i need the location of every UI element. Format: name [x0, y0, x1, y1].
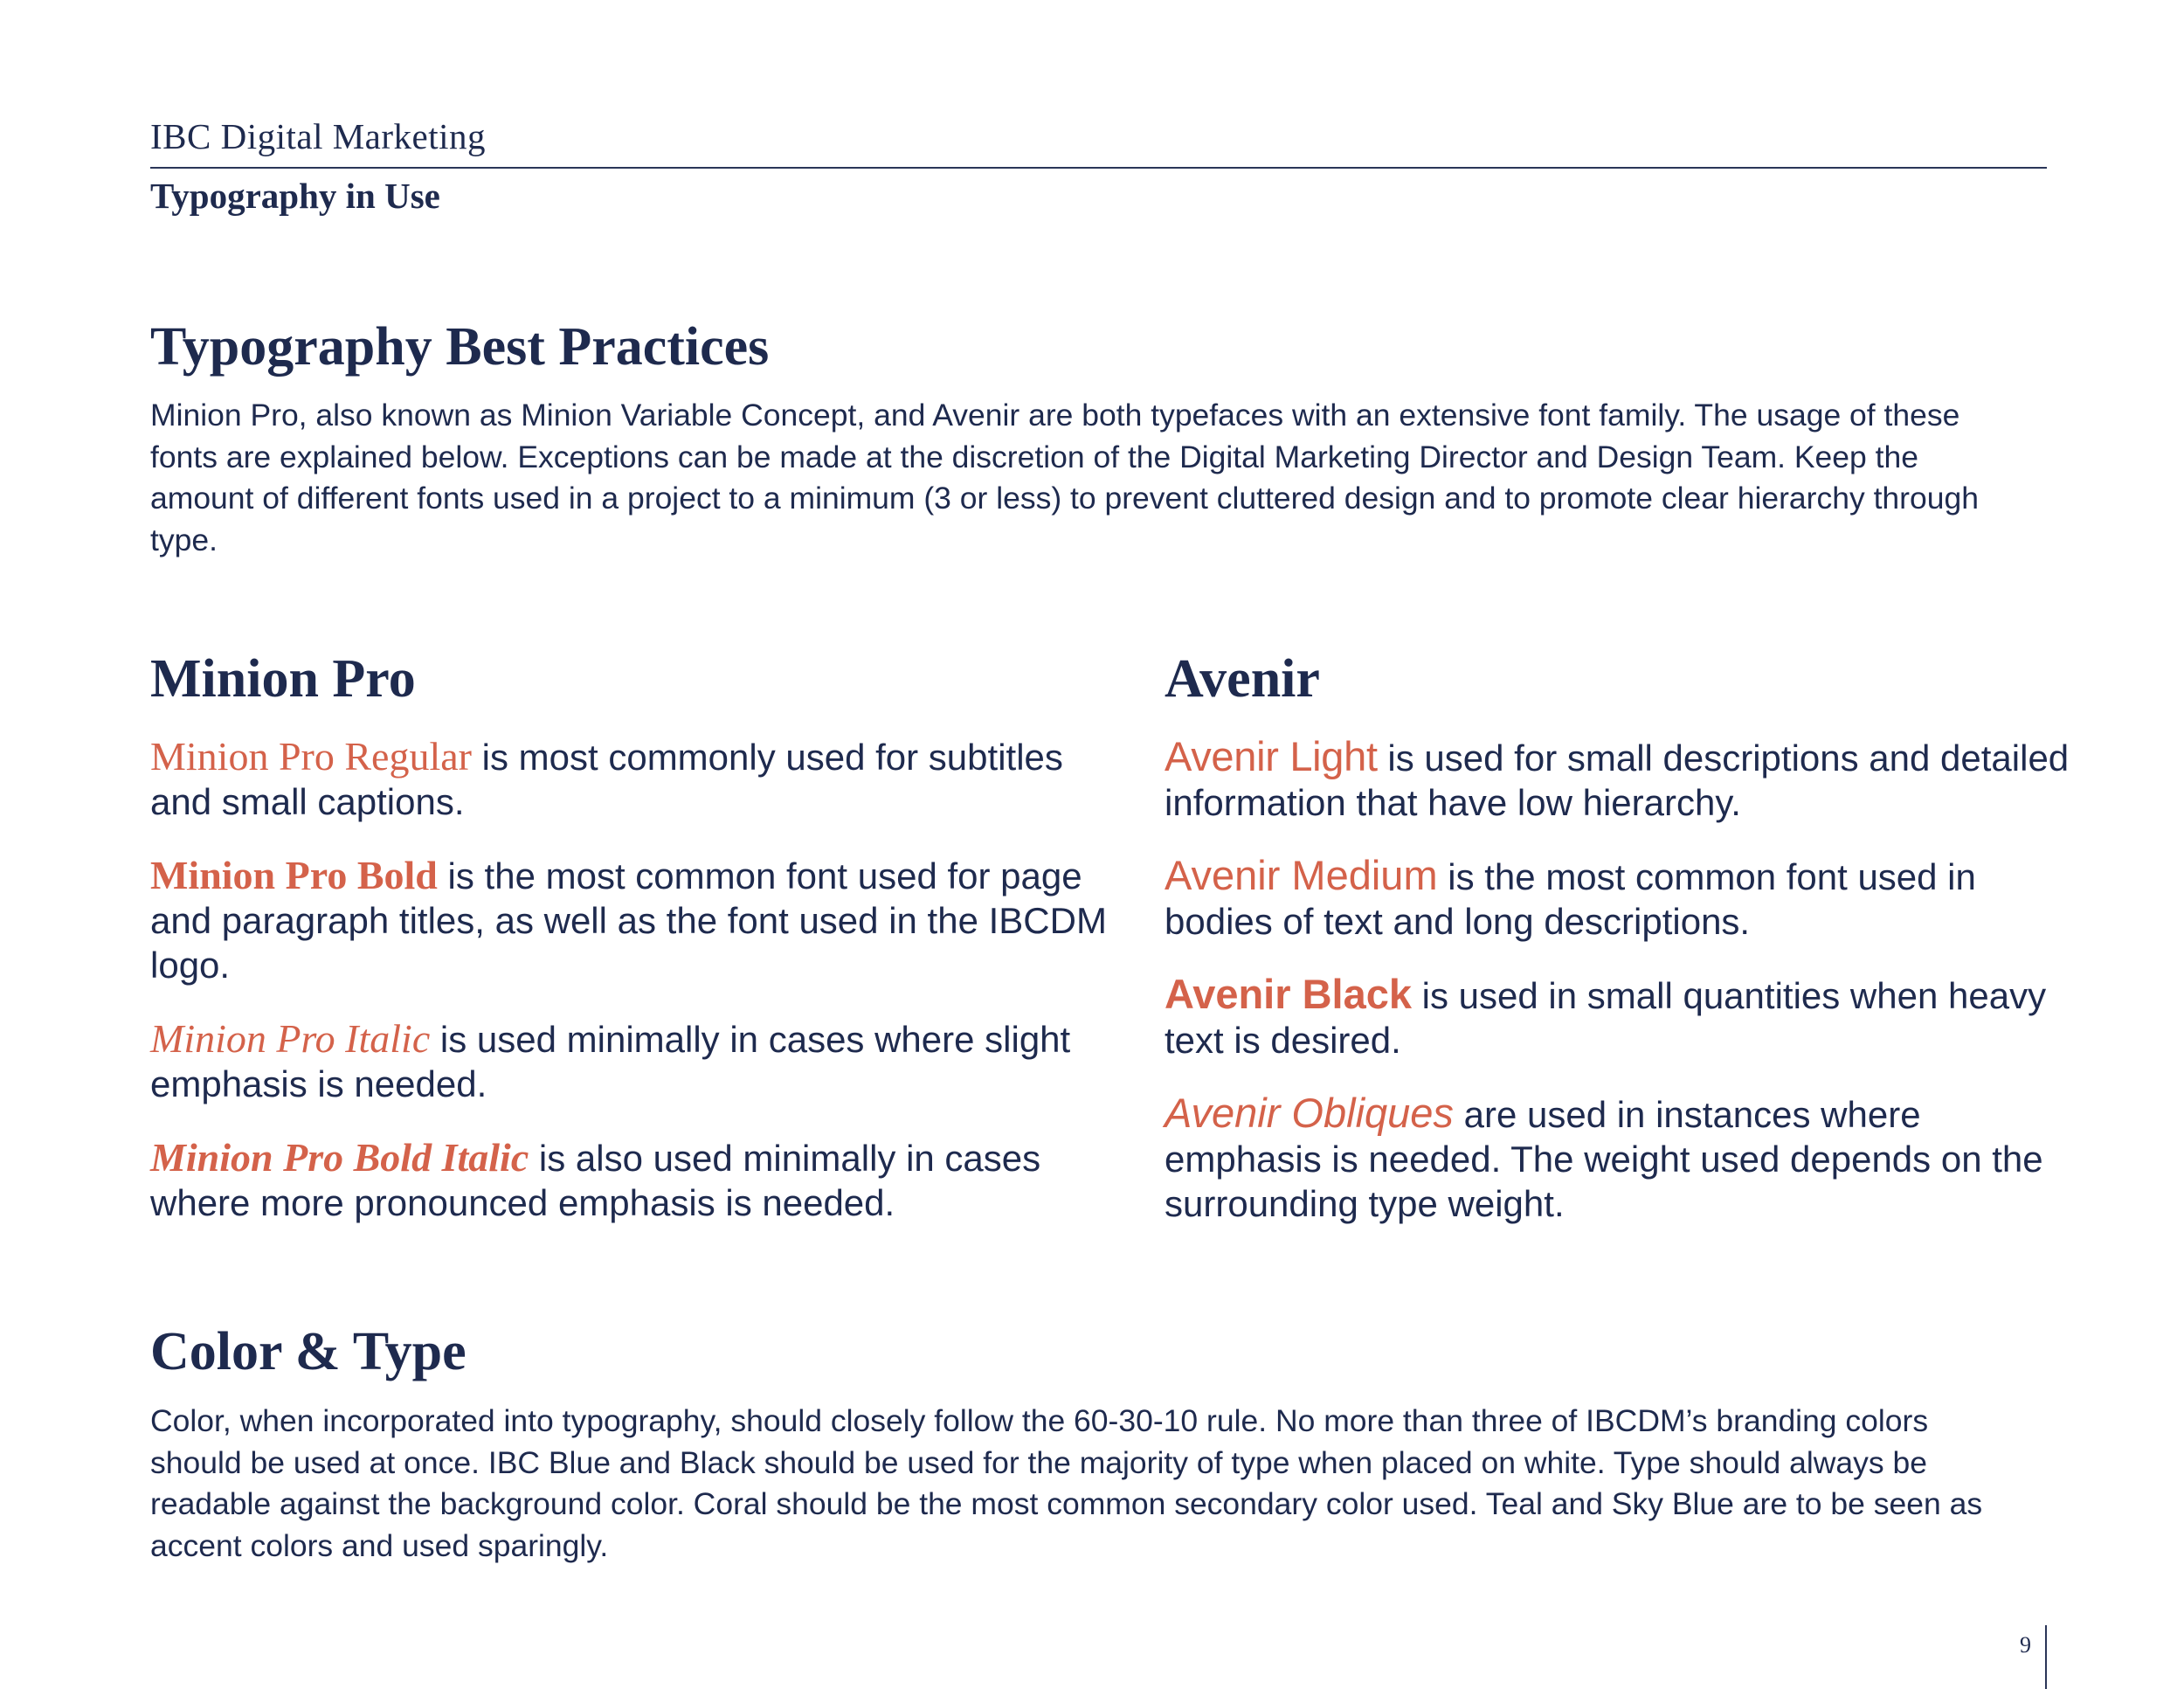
avenir-medium-item	[1165, 853, 2073, 944]
avenir-light-desc: is used for small descriptions and detailed information that have low hierarchy.	[1165, 737, 2070, 823]
minion-italic-name: Minion Pro Italic	[150, 1016, 431, 1061]
header-divider	[150, 167, 2047, 169]
avenir-medium-desc: is the most common font used in bodies of text and long descriptions.	[1165, 856, 1976, 942]
brand-name: IBC Digital Marketing	[150, 116, 487, 156]
avenir-medium-name: Avenir Medium	[1165, 852, 1438, 898]
minion-regular-desc: is most commonly used for subtitles and small captions.	[150, 737, 1063, 822]
avenir-light-item	[1165, 734, 2073, 825]
minion-regular-name: Minion Pro Regular	[150, 734, 472, 779]
color-type-heading: Color & Type	[150, 1322, 467, 1381]
minion-bold-italic-name: Minion Pro Bold Italic	[150, 1135, 529, 1180]
minion-regular-item	[150, 734, 1129, 824]
avenir-light-name: Avenir Light	[1165, 733, 1378, 779]
page-number: 9	[2020, 1632, 2031, 1658]
minion-bold-name: Minion Pro Bold	[150, 853, 438, 897]
section-subtitle: Typography in Use	[150, 176, 440, 216]
minion-italic-item	[150, 1016, 1129, 1106]
minion-bold-item	[150, 853, 1129, 987]
avenir-black-item	[1165, 972, 2073, 1063]
avenir-black-desc: is used in small quantities when heavy text is desired.	[1165, 975, 2047, 1061]
minion-pro-heading: Minion Pro	[150, 649, 416, 709]
avenir-obliques-desc: are used in instances where emphasis is needed. The weight used depends on the surrounding type weight.	[1165, 1094, 2043, 1224]
minion-italic-desc: is used minimally in cases where slight emphasis is needed.	[150, 1019, 1071, 1104]
avenir-heading: Avenir	[1165, 649, 1320, 709]
best-practices-title: Typography Best Practices	[150, 317, 770, 377]
avenir-obliques-item	[1165, 1090, 2073, 1226]
minion-bold-italic-item	[150, 1135, 1129, 1225]
minion-bold-desc: is the most common font used for page and paragraph titles, as well as the font used in the IBCDM logo.	[150, 855, 1107, 986]
best-practices-body: Minion Pro, also known as Minion Variable Concept, and Avenir are both typefaces with an extensive font family. The usage of these fonts are explained below. Exceptions can be made at the discretion of the Digital Marketing Director and Design Team. Keep the amount of different fonts used in a project to a minimum (3 or less) to prevent cluttered design and to promote clear hierarchy through type.	[150, 398, 1979, 557]
avenir-obliques-name: Avenir Obliques	[1165, 1090, 1454, 1136]
avenir-black-name: Avenir Black	[1165, 971, 1413, 1017]
color-type-body: Color, when incorporated into typography, should closely follow the 60-30-10 rule. No more than three of IBCDM’s branding colors should be used at once. IBC Blue and Black should be used for the majority of type when placed on white. Type should always be readable against the background color. Coral should be the most common secondary color used. Teal and Sky Blue are to be seen as accent colors and used sparingly.	[150, 1403, 1983, 1563]
minion-bold-italic-desc: is also used minimally in cases where more pronounced emphasis is needed.	[150, 1138, 1041, 1223]
page-number-divider	[2045, 1625, 2047, 1689]
